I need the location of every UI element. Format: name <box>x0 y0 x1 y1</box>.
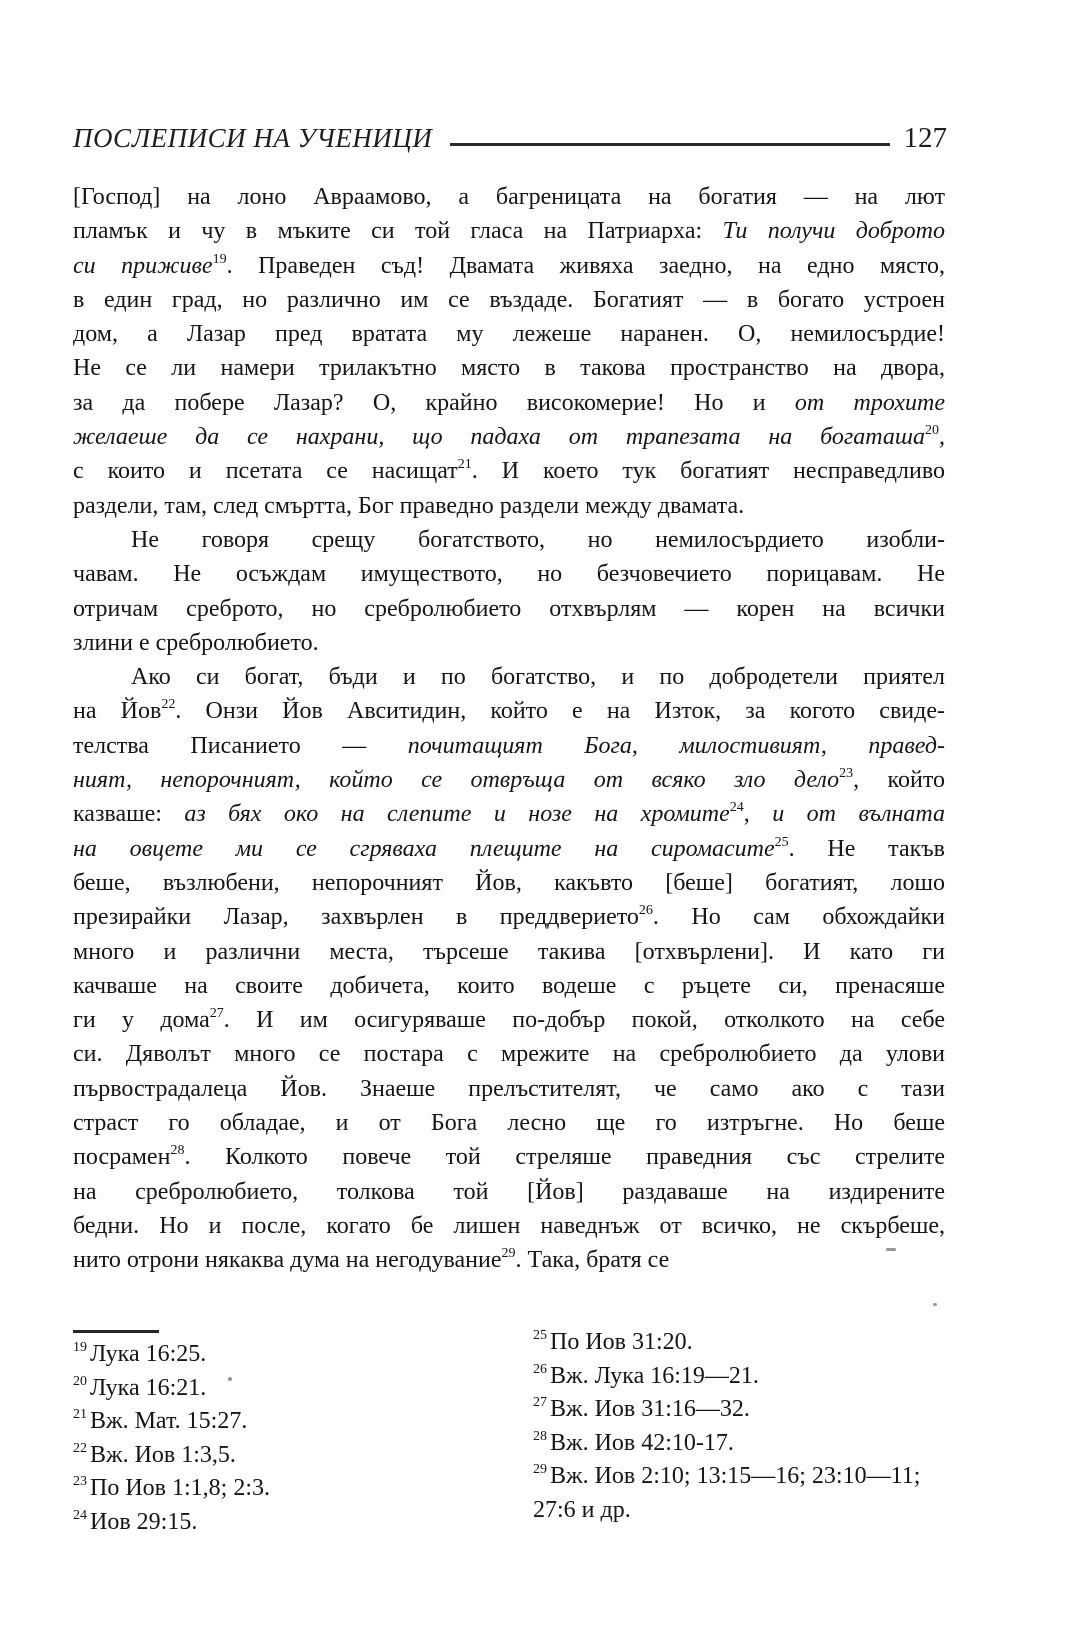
text-run: дом, а Лазар пред вратата му лежеше наранен. О, немилосърдие! <box>73 321 945 348</box>
footnote-reference: 19 <box>212 251 227 267</box>
footnote-list-left <box>73 1338 473 1539</box>
footnote-number: 25 <box>533 1328 547 1343</box>
footnote-reference: 21 <box>457 457 472 473</box>
quoted-text-run: ният, непорочният, който се отвръща от всяко зло дело <box>73 767 840 794</box>
text-line <box>73 1003 945 1037</box>
text-line <box>73 729 945 763</box>
text-run: телства Писанието — <box>73 732 408 759</box>
text-run: Ако си богат, бъди и по богатство, и по добродетели приятел <box>131 664 945 691</box>
text-run: нито отрони някаква дума на негодувание <box>73 1247 502 1274</box>
text-run: пламък и чу в мъките си той гласа на Патриарха: <box>73 218 723 245</box>
footnote-number: 26 <box>533 1361 547 1377</box>
text-run: раздели, там, след смъртта, Бог праведно раздели между двамата. <box>73 492 745 519</box>
footnote-number: 23 <box>73 1474 87 1489</box>
text-run: много и различни места, търсеше такива [отхвърлени]. И като ги <box>73 938 945 965</box>
text-run: посрамен <box>73 1144 171 1171</box>
footnote-reference: 24 <box>729 800 744 816</box>
footnotes-left-column <box>73 1320 473 1539</box>
text-run: . Не такъв <box>788 835 945 862</box>
quoted-text-run: аз бях око на слепите и нозе на хромите <box>184 801 730 828</box>
footnote: $^{21}$ Вж. Мат. 15:27. <box>73 1407 248 1434</box>
footnote-number: 22 <box>73 1440 87 1456</box>
footnote-reference: 22 <box>161 697 176 713</box>
text-run: , <box>939 424 945 451</box>
footnote-reference: 27 <box>209 1006 224 1022</box>
quoted-text-run: от трохите <box>794 389 946 416</box>
footnote-number: 20 <box>73 1373 87 1389</box>
text-line <box>73 1175 945 1209</box>
text-run: Не се ли намери трилакътно място в такова пространство на двора, <box>73 355 945 382</box>
text-line <box>73 797 945 831</box>
footnote: $^{28}$ Вж. Иов 42:10-17. <box>533 1428 734 1456</box>
text-run: Не говоря срещу богатството, но немилосърдието изобли- <box>131 526 945 553</box>
text-run: бедни. Но и после, когато бе лишен наведнъж от всичко, не скърбеше, <box>73 1212 945 1239</box>
text-line <box>73 1037 945 1071</box>
text-line <box>73 592 945 626</box>
footnote: $^{22}$ Вж. Иов 1:3,5. <box>73 1440 236 1468</box>
text-run: чавам. Не осъждам имуществото, но безчовечието порицавам. Не <box>73 561 945 588</box>
text-line <box>73 523 945 557</box>
text-run: беше, възлюбени, непорочният Йов, какъвто [беше] богатият, лошо <box>73 869 945 896</box>
scan-speck <box>886 1248 896 1251</box>
text-line <box>73 660 945 694</box>
text-line <box>73 386 945 420</box>
text-run: . Но сам обхождайки <box>652 904 945 931</box>
text-run: , <box>743 801 773 828</box>
text-line <box>73 866 945 900</box>
footnote-reference: 20 <box>925 423 939 439</box>
text-run: на сребролюбието, толкова той [Йов] раздаваше на издирените <box>73 1178 945 1205</box>
text-run: на Йов <box>73 698 162 725</box>
text-run: качваше на своите добичета, които водеше с ръцете си, пренасяше <box>73 972 945 999</box>
text-line <box>73 489 945 523</box>
text-run: . И им осигуряваше по-добър покой, отколкото на себе <box>223 1007 945 1034</box>
text-line <box>73 694 945 728</box>
text-run: в един град, но различно им се въздаде. Богатият — в богато устроен <box>73 286 945 313</box>
text-run: злини е сребролюбието. <box>73 629 319 656</box>
footnote-reference: 23 <box>839 766 854 782</box>
text-run: страст го обладае, и от Бога лесно ще го изтръгне. Но беше <box>73 1110 945 1137</box>
text-line <box>73 1140 945 1174</box>
footnote: $^{23}$ По Иов 1:1,8; 2:3. <box>73 1474 270 1501</box>
footnote-reference: 26 <box>638 903 653 919</box>
running-header-title: ПОСЛЕПИСИ НА УЧЕНИЦИ <box>73 123 433 153</box>
footnote: $^{25}$ По Иов 31:20. <box>533 1328 693 1355</box>
text-run: , който <box>853 767 945 794</box>
text-line <box>73 557 945 591</box>
text-line <box>73 317 945 351</box>
quoted-text-run: и от вълната <box>772 801 945 828</box>
text-line <box>73 1209 945 1243</box>
footnote-reference: 28 <box>170 1143 185 1159</box>
text-run: [Господ] на лоно Авраамово, а багреницата на богатия — на лют <box>73 184 945 210</box>
text-run: . Онзи Йов Авситидин, който е на Изток, за когото свиде- <box>175 698 945 725</box>
footnote-number: 24 <box>73 1507 87 1523</box>
text-line <box>73 626 945 660</box>
footnotes-right-column <box>533 1320 947 1539</box>
quoted-text-run: на овцете ми се сгряваха плещите на сиромасите <box>73 835 775 862</box>
text-line <box>73 969 945 1003</box>
footnote-number: 28 <box>533 1428 547 1444</box>
footnote: $^{29}$ Вж. Иов 2:10; 13:15—16; 23:10—11; 27:6 и др. <box>533 1462 921 1523</box>
footnote-number: 21 <box>73 1407 87 1422</box>
quoted-text-run: Ти получи доброто <box>722 218 945 245</box>
text-line <box>73 454 945 488</box>
footnote-list-right <box>533 1326 947 1527</box>
footnote-number: 19 <box>73 1340 87 1355</box>
body-text <box>73 180 945 1278</box>
scan-speck <box>228 1377 232 1381</box>
footnote-reference: 25 <box>774 834 789 850</box>
footnote-number: 27 <box>533 1395 547 1410</box>
text-run: . Така, братя се <box>515 1247 670 1274</box>
text-run: си. Дяволът много се постара с мрежите на сребролюбието да улови <box>73 1041 945 1068</box>
quoted-text-run: си приживе <box>73 252 213 279</box>
text-line <box>73 935 945 969</box>
text-line <box>73 1243 945 1277</box>
footnote-reference: 29 <box>501 1246 516 1262</box>
text-line <box>73 832 945 866</box>
text-line <box>73 249 945 283</box>
footnote: $^{24}$ Иов 29:15. <box>73 1507 198 1535</box>
scan-speck <box>933 1303 937 1306</box>
quoted-text-run: желаеше да се нахрани, що падаха от трапезата на богаташа <box>73 424 925 451</box>
footnotes-section <box>73 1320 947 1539</box>
footnote: $^{26}$ Вж. Лука 16:19—21. <box>533 1361 759 1389</box>
header-rule <box>450 143 889 146</box>
text-line <box>73 420 945 454</box>
text-line <box>73 1106 945 1140</box>
text-line <box>73 180 945 214</box>
text-line <box>73 1072 945 1106</box>
footnote-number: 29 <box>533 1462 547 1477</box>
text-run: ги у дома <box>73 1007 210 1034</box>
text-run: отричам среброто, но сребролюбието отхвърлям — корен на всички <box>73 595 945 622</box>
quoted-text-run: почитащият Бога, милостивият, правед- <box>407 732 945 759</box>
footnote: $^{27}$ Вж. Иов 31:16—32. <box>533 1395 750 1422</box>
text-run: . Праведен съд! Двамата живяха заедно, на едно място, <box>226 252 946 279</box>
text-line <box>73 351 945 385</box>
text-run: за да побере Лазар? О, крайно високомерие! Но и <box>73 389 795 416</box>
page-header <box>73 118 947 158</box>
text-run: с които и псетата се насищат <box>73 458 458 485</box>
text-run: презирайки Лазар, захвърлен в преддверието <box>73 904 639 931</box>
text-line <box>73 763 945 797</box>
text-run: . И което тук богатият несправедливо <box>471 458 945 485</box>
text-run: . Колкото повече той стреляше праведния със стрелите <box>184 1144 945 1171</box>
text-run: казваше: <box>73 801 185 828</box>
text-line <box>73 900 945 934</box>
footnote-separator-rule <box>73 1330 159 1333</box>
page-number: 127 <box>903 122 947 154</box>
text-line <box>73 283 945 317</box>
footnote: $^{20}$ Лука 16:21. <box>73 1373 207 1401</box>
footnote: $^{19}$ Лука 16:25. <box>73 1340 207 1367</box>
text-line <box>73 214 945 248</box>
text-run: първострадалеца Йов. Знаеше прелъстителят, че само ако с тази <box>73 1075 945 1102</box>
